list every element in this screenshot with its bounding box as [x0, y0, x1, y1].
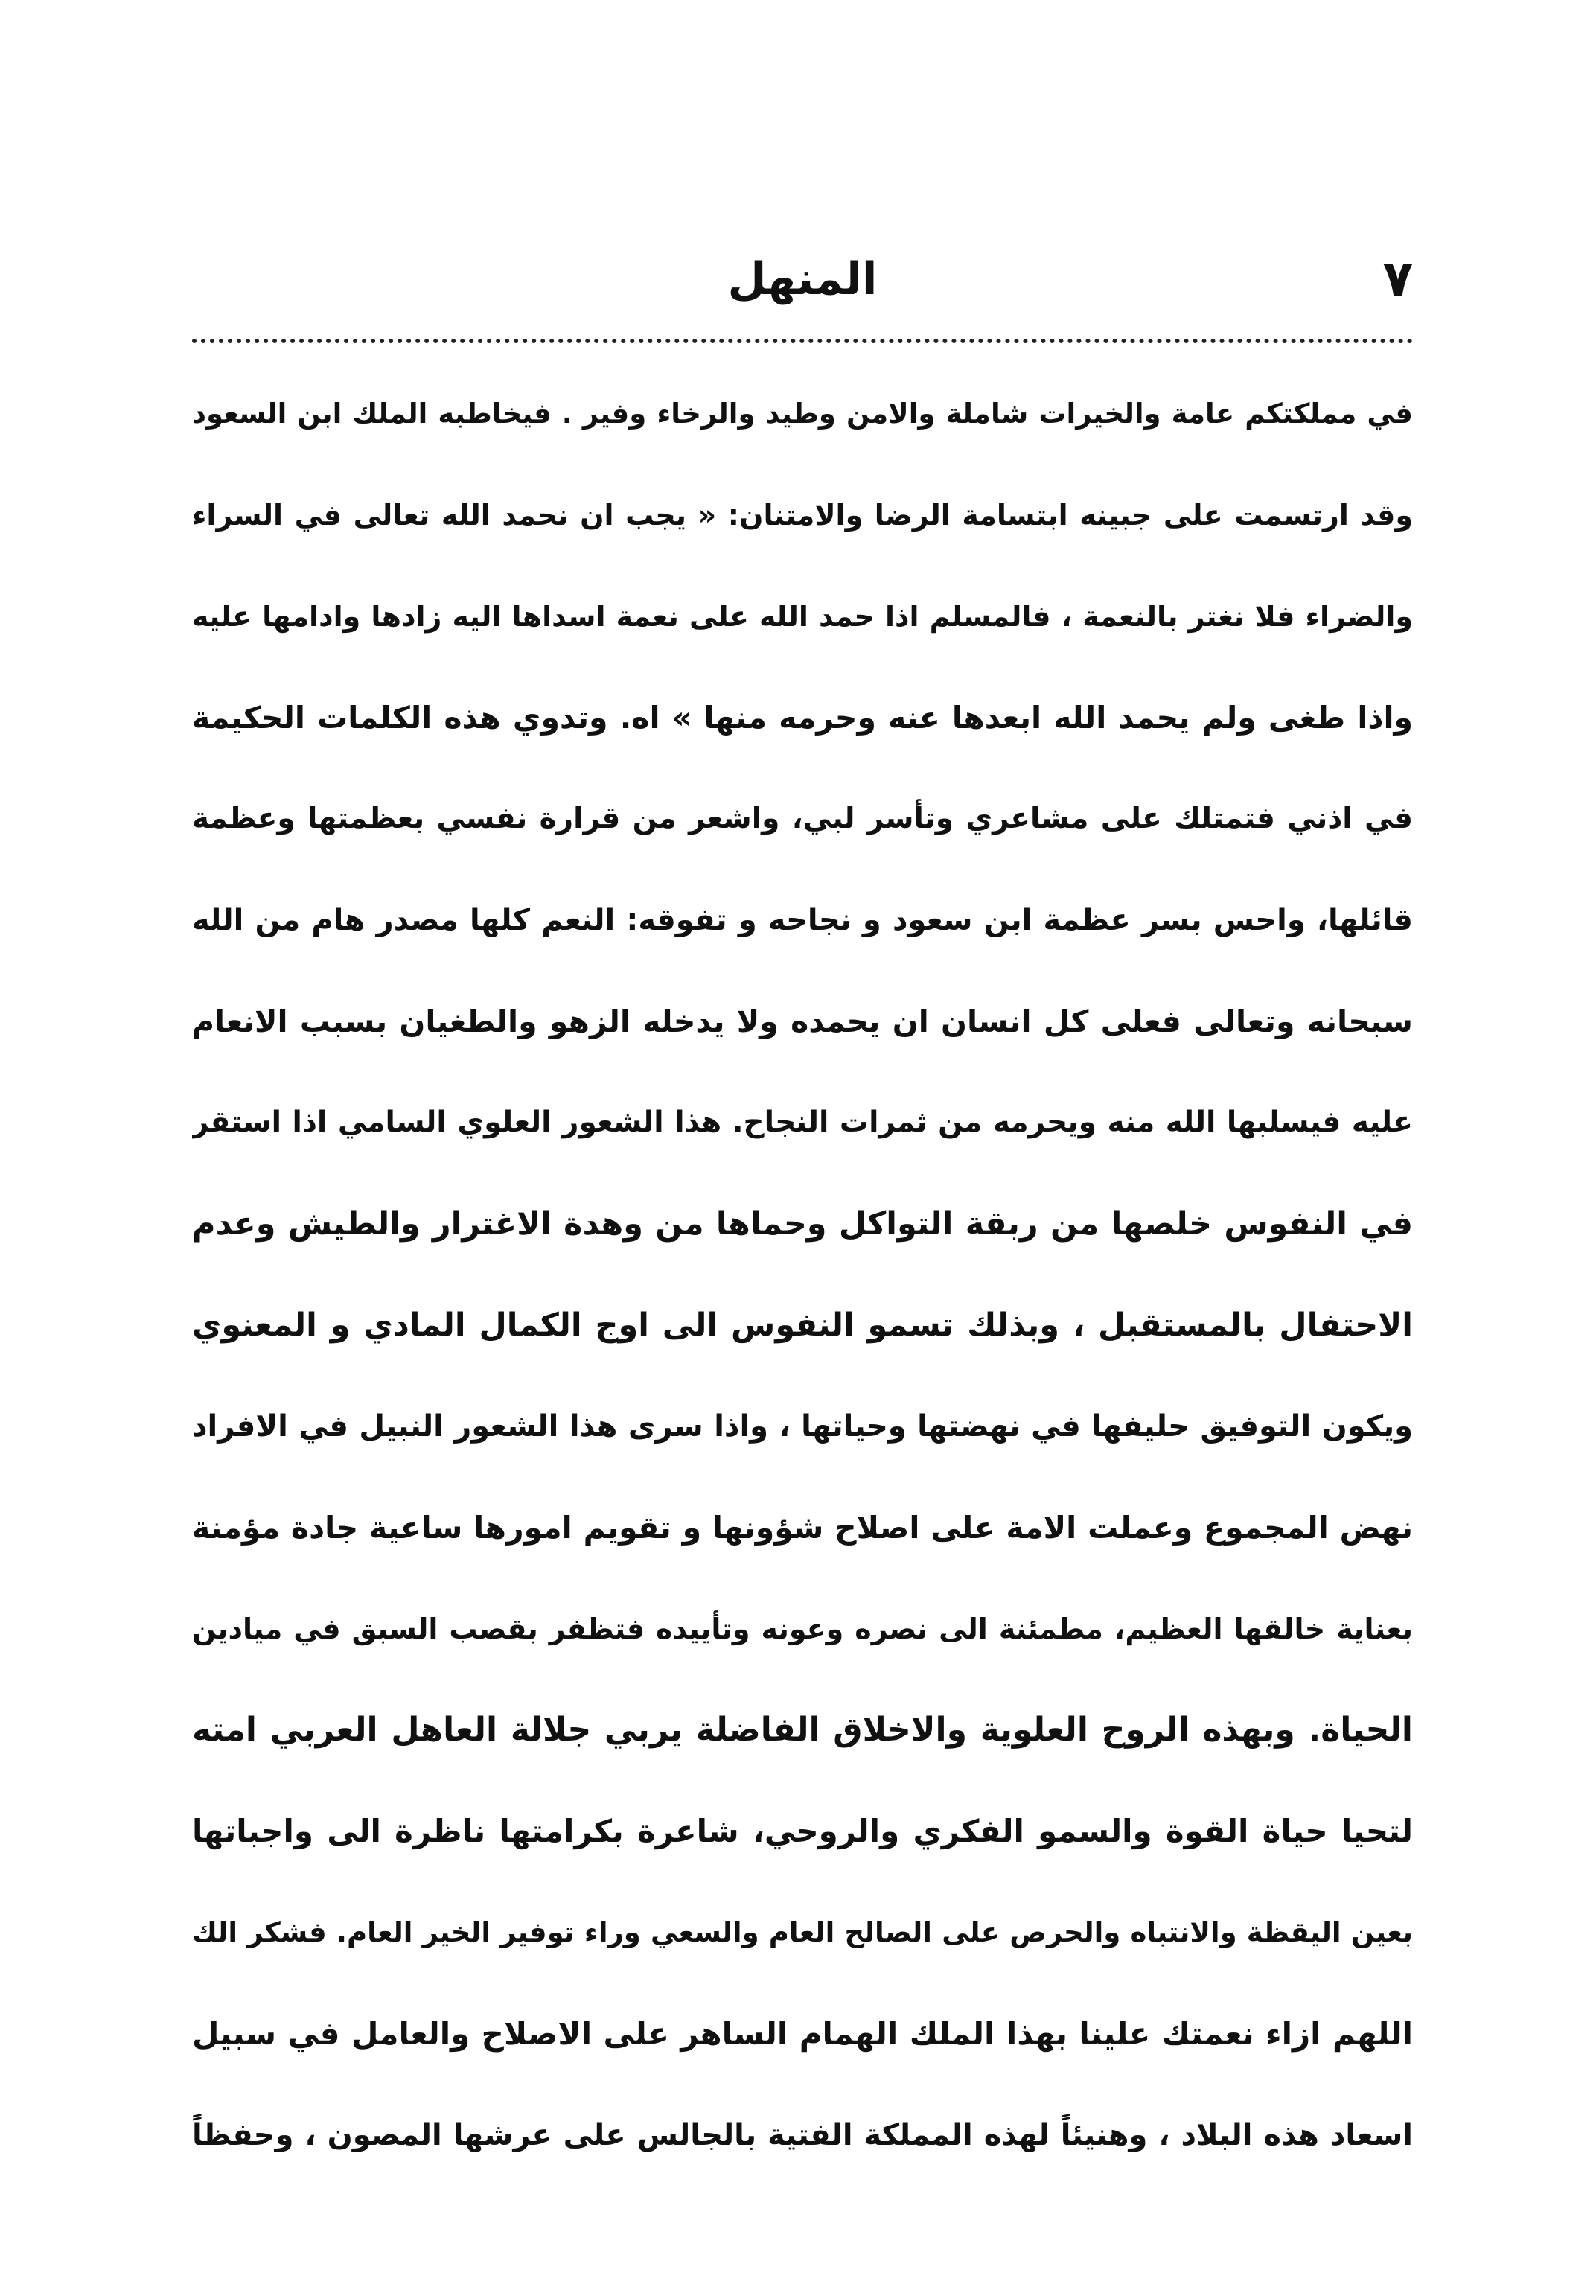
text-line: نهض المجموع وعملت الامة على اصلاح شؤونها و تقويم امورها ساعية جادة مؤمنة — [192, 1510, 1413, 1546]
text-line: في اذني فتمتلك على مشاعري وتأسر لبي، واشعر من قرارة نفسي بعظمتها وعظمة — [192, 802, 1413, 835]
running-title: المنهل — [727, 253, 878, 305]
page-number: ٧ — [1382, 250, 1413, 307]
text-line: وقد ارتسمت على جبينه ابتسامة الرضا والامتنان: « يجب ان نحمد الله تعالى في السراء — [192, 499, 1413, 532]
text-line: ويكون التوفيق حليفها في نهضتها وحياتها ، واذا سرى هذا الشعور النبيل في الافراد — [192, 1409, 1413, 1444]
text-line: اسعاد هذه البلاد ، وهنيئاً لهذه المملكة الفتية بالجالس على عرشها المصون ، وحفظاً — [192, 2118, 1413, 2152]
text-line: في مملكتكم عامة والخيرات شاملة والامن وطيد والرخاء وفير . فيخاطبه الملك ابن السعود — [192, 398, 1413, 430]
text-line: والضراء فلا نغتر بالنعمة ، فالمسلم اذا حمد الله على نعمة اسداها اليه زادها وادامها عليه — [192, 600, 1413, 633]
text-line: قائلها، واحس بسر عظمة ابن سعود و نجاحه و تفوقه: النعم كلها مصدر هام من الله — [192, 903, 1413, 937]
text-line: بعين اليقظة والانتباه والحرص على الصالح العام والسعي وراء توفير الخير العام. فشكر الك — [192, 1916, 1413, 1948]
text-line: الاحتفال بالمستقبل ، وبذلك تسمو النفوس الى اوج الكمال المادي و المعنوي — [192, 1307, 1413, 1344]
text-line: واذا طغى ولم يحمد الله ابعدها عنه وحرمه منها » اه. وتدوي هذه الكلمات الحكيمة — [192, 700, 1413, 736]
text-line: في النفوس خلصها من ربقة التواكل وحماها من وهدة الاغترار والطيش وعدم — [192, 1205, 1413, 1243]
text-line: سبحانه وتعالى فعلى كل انسان ان يحمده ولا يدخله الزهو والطغيان بسبب الانعام — [192, 1004, 1413, 1039]
text-line: بعناية خالقها العظيم، مطمئنة الى نصره وعونه وتأييده فتظفر بقصب السبق في ميادين — [192, 1613, 1413, 1645]
dotted-rule — [192, 339, 1413, 343]
text-line: عليه فيسلبها الله منه ويحرمه من ثمرات النجاح. هذا الشعور العلوي السامي اذا استقر — [192, 1106, 1413, 1139]
text-line: لتحيا حياة القوة والسمو الفكري والروحي، شاعرة بكرامتها ناظرة الى واجباتها — [192, 1813, 1413, 1849]
body-text — [192, 363, 1413, 2186]
text-line: الحياة. وبهذه الروح العلوية والاخلاق الفاضلة يربي جلالة العاهل العربي امته — [192, 1711, 1413, 1749]
page-header — [192, 246, 1413, 313]
text-line: اللهم ازاء نعمتك علينا بهذا الملك الهمام الساهر على الاصلاح والعامل في سبيل — [192, 2015, 1413, 2052]
